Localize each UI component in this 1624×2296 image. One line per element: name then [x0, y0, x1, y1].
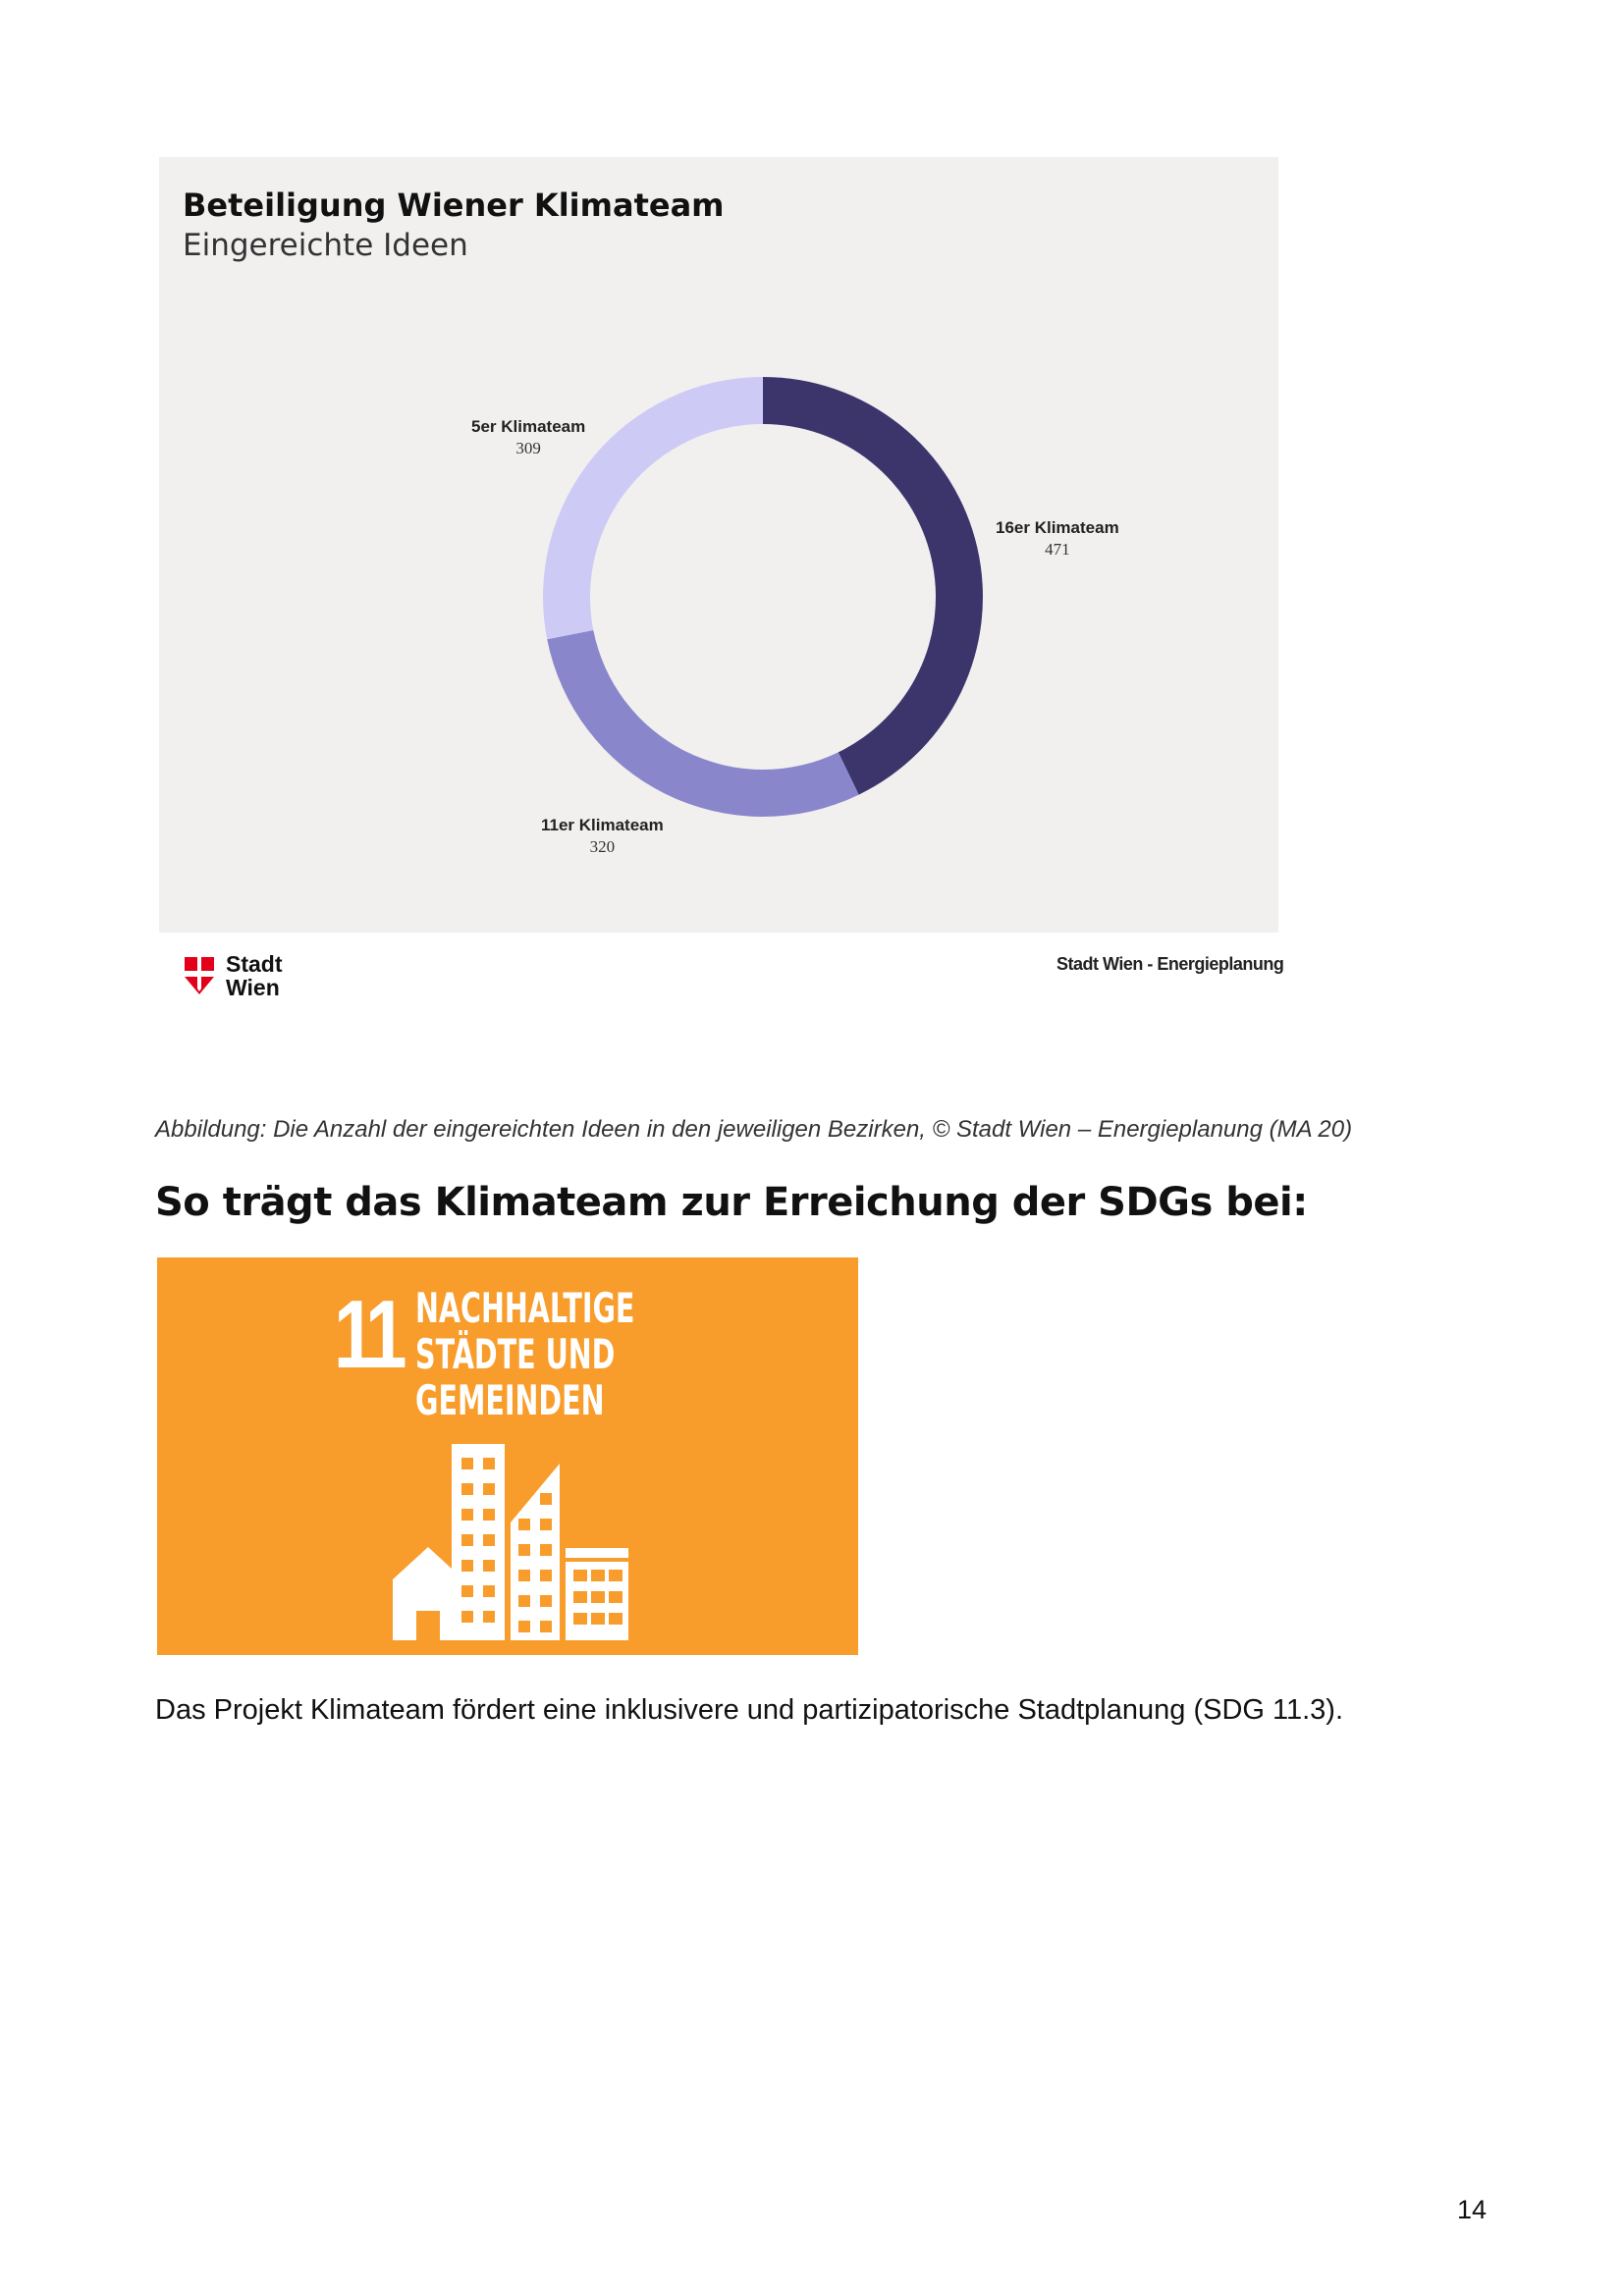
chart-panel: [159, 157, 1278, 933]
slice-label-name: 16er Klimateam: [996, 518, 1119, 537]
sdg-11-tile: [157, 1257, 858, 1655]
chart-source: Stadt Wien - Energieplanung: [1056, 954, 1284, 974]
chart-title: Beteiligung Wiener Klimateam: [183, 187, 725, 224]
slice-label-5er: [471, 417, 585, 458]
logo-line-2: Wien: [226, 975, 280, 1000]
logo-text: [226, 952, 283, 999]
slice-label-name: 11er Klimateam: [541, 816, 664, 834]
city-buildings-icon: [393, 1444, 628, 1640]
page-number: 14: [1457, 2195, 1488, 2224]
sdg-number: 11: [334, 1280, 402, 1388]
slice-label-11er: [541, 816, 664, 857]
body-paragraph: Das Projekt Klimateam fördert eine inklusivere und partizipatorische Stadtplanung (SDG 11.3).: [155, 1694, 1343, 1726]
section-heading: So trägt das Klimateam zur Erreichung der SDGs bei:: [155, 1180, 1308, 1225]
slice-label-value: 320: [589, 837, 616, 856]
figure-caption: Abbildung: Die Anzahl der eingereichten Ideen in den jeweiligen Bezirken, © Stadt Wien – Energieplanung (MA 20): [155, 1116, 1353, 1143]
stadt-wien-logo: [183, 952, 283, 999]
sdg-title-line: STÄDTE UND: [415, 1330, 616, 1378]
donut-slice-2: [547, 630, 858, 817]
vienna-flag-icon: [183, 955, 216, 996]
slice-label-value: 471: [1045, 540, 1070, 559]
slice-label-16er: [996, 518, 1119, 560]
sdg-title-line: NACHHALTIGE: [415, 1284, 635, 1332]
slice-label-value: 309: [515, 439, 541, 457]
logo-line-1: Stadt: [226, 951, 283, 977]
chart-subtitle: Eingereichte Ideen: [183, 228, 468, 263]
sdg-title-line: GEMEINDEN: [415, 1376, 605, 1424]
donut-slice-1: [763, 377, 983, 795]
slice-label-name: 5er Klimateam: [471, 417, 586, 436]
sdg-title: [415, 1284, 635, 1424]
